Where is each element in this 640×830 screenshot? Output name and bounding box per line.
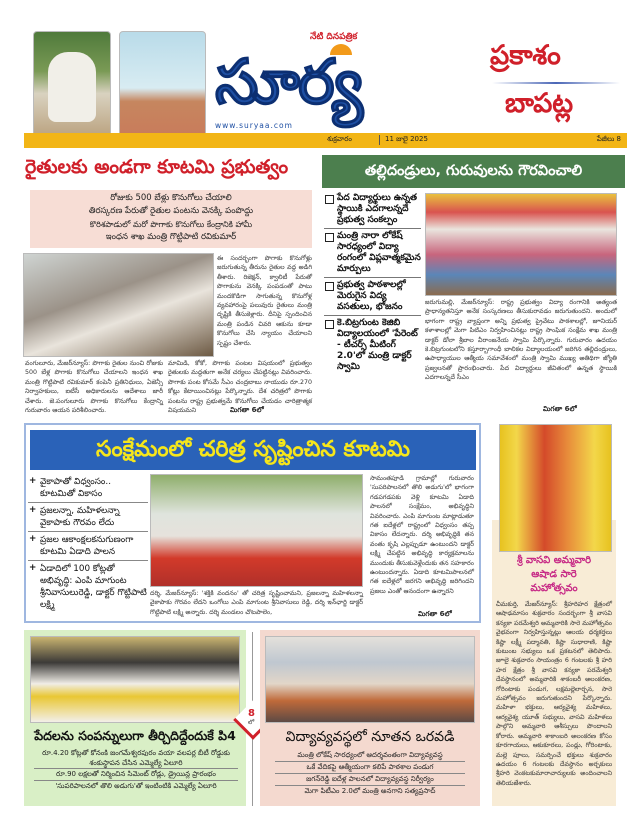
subhead: రూ.4.20 కోట్లతో కోనంకి జంగమేశ్వరపురం వయా వలపర్ల బీటీ రోడ్డుకు శంకుస్థాపన చేసిన ఎమ్మెల్యే ఏలూరి: [34, 748, 238, 769]
story3-photo: [150, 474, 363, 587]
story3-continued: మిగతా 6లో: [418, 610, 452, 618]
subhead: 'సుపరిపాలనలో తొలి అడుగు'తో ఇంటింటికి ఎమ్మెల్యే ఏలూరి: [55, 782, 217, 790]
bullet-item: పేద విద్యార్థులు ఉన్నత స్థాయికి ఎదగాలన్నదే ప్రభుత్వ సంకల్పం: [324, 191, 421, 229]
date: 11 జులై 2025: [379, 135, 428, 145]
story4-body: చీమకుర్తి, మేజర్‌న్యూస్: శ్రీహరిహర క్షేత్రంలో ఆషాఢమాసం శుక్రవారం సందర్భంగా శ్రీ వాసవి కన్యకా పరమేశ్వరి అమ్మవారికి సారె మహోత్సవం వైభవంగా నిర్వహిస్తున్నట్లు ఆలయ ధర్మకర్తలు కిష్టా లక్ష్మీ పద్మావతి, కిష్టా సుధారాణి, కిష్టా కుటుంబ సభ్యులు ఒక ప్రకటనలో తెలిపారు. జూలై శుక్రవారం సాయంత్రం 6 గంటలకు శ్రీ హరి హర క్షేత్రం శ్రీ వాసవి కన్యకా పరమేశ్వరి దేవస్థానంలో అమ్మవారికి శాకంబరీ అలంకరణ, గోరింటాకు పండుగ, లక్షమల్లెలార్చన, సారె మహోత్సవం జరుగుతుందని పేర్కొన్నారు. మహిళా భక్తులు, ఆర్యవైశ్య మహిళలు, ఆర్యవైశ్య యూత్ సభ్యులు, వాసవి మహిళలు పాల్గొని అమ్మవారి ఆశీస్సులు పొందాలని కోరారు. అమ్మవారి శాకాంబరి అలంకరణ కోసం కూరగాయలు, ఆకుకూరలు, పండ్లు, గోరింటాకు, మల్లె పూలు, సమర్పించే భక్తులు శుక్రవారం ఉదయం 6 గంటలకు దేవస్థానం అర్చకులు శ్రీహరి వెంకటకుమారాచార్యులకు అందించాలని తెలియజేశారు.: [496, 601, 612, 787]
story1-body-col1: వంగులూరు, మేజర్‌న్యూస్: పొగాకు రైతుల నుంచి రోజుకు 500 బేళ్ల పొగాకు కొనుగోలు చేయాలని ఇంధన శాఖ మంత్రి గొట్టిపాటి రవికుమార్ కంపెనీ ప్రతినిధులు, ఏజెన్సీ నిర్వాహకులు, ఐటీసీ అధికారులను ఆదేశాలు జారీ చేశారు. జె.పంగులూరు పొగాకు కొనుగోలు కేంద్రాన్ని గురువారం ఆయన పరిశీలించారు.: [25, 360, 163, 415]
edition-divider: [492, 82, 620, 84]
logo-tagline: నేటి దినపత్రిక: [310, 32, 358, 42]
subhead: జగన్‌రెడ్డి ఐదేళ్ల పాలనలో విద్యావ్యవస్థ నిర్వీర్యం: [275, 774, 465, 786]
bullet-item: ప్రభుత్వ పాఠశాలల్లో మెరుగైన విద్య వసతులు, భోజనం: [324, 278, 421, 316]
story2-continued: మిగతా 6లో: [543, 405, 577, 413]
masthead-logo: [215, 28, 480, 138]
date-bar: [24, 133, 627, 148]
edition-name: ప్రకాశం: [490, 40, 561, 71]
website: www.suryaa.com: [215, 121, 293, 130]
subhead: మంత్రి లోకేష్ సారధ్యంలో ఆదర్శవంతంగా విద్యావ్యవస్థ: [275, 750, 465, 762]
story4-headline: [494, 554, 614, 596]
story1-side-text: ఈ సందర్భంగా పొగాకు కొనుగోళ్లు జరుగుతున్న తీరును రైతుల వద్ద అడిగి తీశారు. రిజెక్షన్, క్వాలిటీ పేరుతో పొగాకును వెనక్కి పంపడంతో పాటు మందకొడిగా సాగుతున్న కొనుగోళ్ల వ్యవహారంపై పలువురు రైతులు మంత్రి దృష్టికి తీసుకెళ్లారు. దీనిపై స్పందించిన మంత్రి పండిన చివరి ఆకును కూడా కొనుగోలు చేసి న్యాయం చేయాలని స్పష్టం చేశారు.: [217, 255, 312, 347]
story1-photo: [23, 253, 214, 357]
story5-headline: పేదలను సంపన్నులుగా తీర్చిదిద్దేందుకే పి4: [34, 728, 236, 743]
story3-headline: సంక్షేమంలో చరిత్ర సృష్టించిన కూటమి: [30, 430, 476, 470]
page-marker-label: లో: [248, 719, 255, 726]
story4-photo: [499, 424, 612, 552]
story1-body-col2: మామిడి, కోకో, పొగాకు పంటల విషయంలో ప్రభుత్వం రైతులకు మద్దతుగా అనేక చర్యలు చేపట్టినట్లు వివరించారు. పొగాకు పంట కోసమే సీఎం చంద్రబాబు నాయుడు రూ.270 కోట్లు కేటాయించినట్లు పేర్కొన్నారు. దేశ చరిత్రలో పొగాకు పంటను రాష్ట్ర ప్రభుత్వమే కొనుగోలు చేయడం చారిత్రాత్మక విషయమని: [168, 360, 312, 415]
story1-headline: రైతులకు అండగా కూటమి ప్రభుత్వం: [25, 156, 289, 178]
story2-bullets: [324, 191, 421, 375]
story6-subheads: [275, 750, 465, 797]
headline-line: ఆషాడ సారె: [531, 569, 577, 580]
bullet-item: కె.బిట్రగుంట కెజిబి విద్యాలయంలో 'పేరెంట్ - టీచర్స్ మీటింగ్ 2.0'లో మంత్రి డాక్టర్ స్వామి: [324, 316, 421, 375]
subhead: మెగా పిటీఎం 2.0లో మంత్రి అనగాని సత్యప్రసాద్: [304, 787, 436, 795]
subhead: ఒకే వేదికపై ఆత్మీయంగా కలిపే పాఠశాల పండుగ: [275, 762, 465, 774]
logo-text: సూర్య: [215, 45, 362, 118]
story2-headline: తల్లిదండ్రులు, గురువులను గౌరవించాలి: [322, 155, 625, 188]
bullet-item: + వైకాపాతో విధ్వంసం.. కూటమితో వికాసం: [28, 474, 148, 503]
bullet-item: + ప్రజలన్నా, మహిళలన్నా వైకాపాకు గౌరవం లేదు: [28, 503, 148, 532]
masthead-photo-bull: [33, 31, 111, 145]
story5-photo: [30, 636, 240, 723]
subhead: తిరస్కరణ పేరుతో రైతుల పంటను వెనక్కి పంపొద్దు: [88, 206, 254, 216]
subhead: రూ.90 లక్షలతో నిర్మించిన సిమెంట్ రోడ్లు, డ్రైయిన్ల ప్రారంభం: [34, 769, 238, 781]
bullet-item: + ప్రజల ఆకాంక్షలకనుగుణంగా కూటమి ఏడాది పాలన: [28, 532, 148, 561]
story1-subheads: [30, 190, 312, 248]
story2-photo: [425, 193, 617, 296]
subhead: ఇంధన శాఖ మంత్రి గొట్టిపాటి రవికుమార్: [105, 232, 237, 242]
page-count: పేజీలు 8: [596, 135, 621, 143]
headline-line: శ్రీ వాసవి అమ్మవారి: [516, 555, 592, 566]
story3-bullets: [28, 474, 148, 613]
story3-body: సామంతపూడి గ్రామాల్లో గురువారం 'సుపరిపాలనలో తొలి అడుగు'లో భాగంగా గడపగడపకు వెళ్లి కూటమి ఏడాది పాలనలో సంక్షేమం, అభివృద్ధిని వివరించారు. ఎంపి మాగుంట మాట్లాడుతూ గత ఐదేళ్లలో రాష్ట్రంలో విధ్వంసం తప్ప వికాసం లేదన్నారు. దర్శి అభివృద్ధికి తన వంతు కృషి ఎల్లప్పుడూ ఉంటుందని డాక్టర్ లక్ష్మి చేపట్టిన అభివృద్ధి కార్యక్రమాలను ముందుకు తీసుకువెళ్లేందుకు తన సహకారం ఉంటుందన్నారు. ఏడాది కూటమిపాలనలో గత ఐదేళ్లలో జరగని అభివృద్ధి జరిగిందని ప్రజలు ఎంతో ఆనందంగా ఉన్నారని: [370, 475, 474, 595]
story1-continued: మిగతా 6లో: [230, 406, 264, 414]
headline-line: మహోత్సవం: [530, 583, 578, 594]
bullet-item: + ఏడాదిలో 100 కోట్లతో అభివృద్ధి: ఎంపి మాగుంట శ్రీనివాసులురెడ్డి, డాక్టర్ గొట్టిపాటి లక్ష్మి: [28, 561, 148, 613]
day: శుక్రవారం: [327, 135, 352, 143]
story2-body: జరుగుమల్లి, మేజర్‌న్యూస్: రాష్ట్ర ప్రభుత్వం విద్యా రంగానికి అత్యంత ప్రాధాన్యతనిస్తూ అనేక సంస్కరణలు తీసుకురావడం జరుగుతుందని. అందులో భాగంగా రాష్ట్ర వ్యాప్తంగా అన్ని ప్రభుత్వ ప్రైవేటు పాఠశాలల్లో, జూనియర్ కళాశాలల్లో మెగా పిటిఎం నిర్వహించినట్లు రాష్ట్ర సాంఘిక సంక్షేమ శాఖ మంత్రి డాక్టర్ డోలా శ్రీబాల వీరాంజనేయ స్వామి పేర్కొన్నారు. గురువారం ఉదయం కె.బిట్రగుంటలోని కస్తూర్బాగాంధీ బాలికల విద్యాలయంలో జరిగిన తల్లిదండ్రులు, ఉపాధ్యాయుల ఆత్మీయ సమావేశంలో మంత్రి స్వామి ముఖ్య అతిథిగా జ్యోతి ప్రజ్వలనతో ప్రారంభించారు. పేద విద్యార్థులు జీవితంలో ఉన్నత స్థాయికి ఎదగాలన్నదే సీఎం: [425, 299, 617, 382]
masthead-photo-beach: [119, 31, 206, 145]
page-marker-number: 8: [248, 708, 255, 719]
story5-subheads: [34, 748, 238, 792]
story6-headline: విద్యావ్యవస్థలో నూతన ఒరవడి: [285, 729, 455, 745]
edition-district: బాపట్ల: [505, 88, 574, 119]
subhead: కొరిశపాడులో మరో పొగాకు కొనుగోలు కేంద్రానికి హామీ: [89, 220, 253, 229]
story6-photo: [265, 636, 475, 723]
story3-caption: దర్శి, మేజర్‌న్యూస్: 'శక్తికి వందనం' తో చరిత్ర సృష్టించామని, ప్రజలన్నా మహిళలన్నా వైకాపాకు గౌరవం లేదని ఒంగోలు ఎంపి మాగుంట శ్రీనివాసులు రెడ్డి, దర్శి ఇన్‌ఛార్జి డాక్టర్ గొట్టిపాటి లక్ష్మి అన్నారు. దర్శి మండలం చొటపాలెం,: [150, 590, 363, 616]
subhead: రోజుకు 500 బేళ్లు కొనుగోలు చేయాలి: [110, 193, 232, 203]
bullet-item: మంత్రి నారా లోకేష్ సారధ్యంలో విద్యా రంగంలో విప్లవాత్మకమైన మార్పులు: [324, 229, 421, 278]
